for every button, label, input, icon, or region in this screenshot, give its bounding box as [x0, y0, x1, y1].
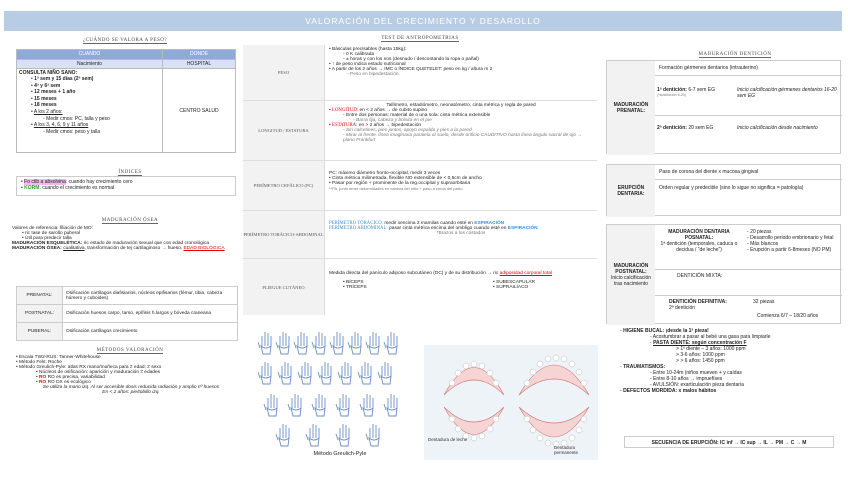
- metodos-heading: MÉTODOS VALORACIÓN: [96, 348, 164, 353]
- madur-list: - 20 piezas - Desarrollo periodo embrionario y fetal - Más blancos - Erupción a partir 6-8meses (NO PM): [747, 229, 834, 253]
- postnatal-box: [606, 224, 841, 324]
- osea-block: Valores de referencia: filiación de MO: • ric tase de sarollo puberal • Útil para predecir talla MADURACIÓN ESQUELÉTICA: ric estado de maduración sexual que con edad cronológica MADURACIÓN ÓSEA: cualitativa, transformación de tej cartilaginoso → hueso. EDAD BIOLÓGICA: [12, 226, 225, 251]
- sano-title: CONSULTA NIÑO SANO:: [19, 70, 78, 76]
- sano-cell: [17, 69, 163, 153]
- antropo-grid: [243, 45, 597, 315]
- erupcion-1: Paso de corona del diente x mucosa gingival: [659, 169, 759, 175]
- indices-box: • Fo ctib a absolvina: cuando hay crecimiento cero • KORM: cuando el crecimiento es normal: [16, 176, 236, 196]
- cuando-heading: ¿CUÁNDO SE VALORA A PESO?: [82, 38, 168, 43]
- hand-icon-grid: [258, 328, 406, 448]
- postnatal-label: MADURACIÓN POSTNATAL: Inicio calcificación tras nacimiento: [607, 225, 655, 325]
- sano-item: • 12 meses + 1 año: [31, 89, 76, 96]
- teeth-image: [424, 345, 598, 460]
- row1-when: Nacimiento: [17, 60, 163, 69]
- def-label: DENTICIÓN DEFINITIVA: 2ª dentición: [669, 299, 727, 311]
- teeth-label-perm: Dentadura permanente: [554, 445, 579, 455]
- teeth-label-leche: Dentadura de leche: [428, 437, 468, 442]
- denticion-heading: MADURACIÓN DENTICIÓN: [698, 52, 772, 57]
- page-title: VALORACIÓN DEL CRECIMIENTO Y DESAROLLO: [4, 11, 842, 31]
- sano-item: • 1ª sem y 15 días (2ª sem): [31, 76, 94, 82]
- sano-sub: ◦ Medir cmos: peso y talla: [43, 128, 101, 135]
- sano-item: • 4ª y 6ª sem: [31, 82, 61, 89]
- sano-item: • A los 3, 4, 6, 9 y 11 años: [31, 122, 89, 129]
- def-a: 32 piezas: [753, 299, 775, 305]
- madur-left: MADURACIÓN DENTARIA POSNATAL: 1ª dentición (temporales, caduca o decidua / "de leche"): [660, 229, 738, 253]
- prenatal-box: [606, 60, 841, 154]
- sano-item: • 18 meses: [31, 102, 57, 109]
- col-where: DONDE: [163, 50, 236, 60]
- erupcion-2: Orden regular y predecible (sino lo sigue no significa = patología): [659, 185, 804, 191]
- pt-row: PERÍMETRO TORÁCICO-ABDOMINAL PERÍMETRO TORÁCICO: medir xencima 2 mamilas cuando esté en ESPIRACIÓN PERÍMETRO ABDOMINAL: pasar cinta métrica encima del ombligo cuando esté en ESPIRACIÓN *Brazos a los costados: [243, 211, 597, 259]
- peso-row: PESO • Básculas precisables (hasta 15kg): ◦ 0 K calibrada ◦ ± horas y con los nos (desnudo / descontando la ropa o pañal) • ↑ de peso indica estado nutricional • A partir de los 2 años → IMC o ÍNDICE QUETELET: peso en kg / altura m 2 ◦ Peso en bipedestación: [243, 45, 597, 101]
- erupcion-label: ERUPCIÓN DENTARIA:: [607, 165, 655, 217]
- secuencia-box: SECUENCIA DE ERUPCIÓN: IC inf → IC sup → IL → PM → C → M: [624, 436, 834, 448]
- dent1-desc: Inicio calcificación gérmenes dentarios 16-20 sem EG: [737, 87, 837, 99]
- longitud-row: LONGITUD / ESTATURA Tallímetro, estadiómetro, neonatómetro, cinta métrica y regla de pared • LONGITUD: en < 2 años → de cubito supino ◦ Entre dos personas: material de o una sola: cinta métrica extensible ◦ Barra fija, cabeza y bolsita en el pie • ESTATURA: en > 2 años → bipedestación ◦ Sin calcetines, pies juntos, apoyo espalda y pies a la pared ◦ Mirar al frente. línea imaginaria paralela al suelo, desde orificio CAUDITIVO hasta línea ángulo sacral de ojo → plano Frankfurt: [243, 101, 597, 161]
- dent2-desc: Inicio calcificación desde nacimiento: [737, 125, 818, 131]
- centro-salud: CENTRO SALUD: [163, 69, 236, 153]
- dent1: 1ª dentición: 6-7 sem EG (*sustitución 6-20): [657, 87, 715, 97]
- osea-heading: MADURACIÓN ÓSEA: [101, 218, 159, 223]
- row1-where: HOSPITAL: [163, 60, 236, 69]
- higiene-block: - HIGIENE BUCAL: ¡desde la 1ª pieza! - Acostumbrar a pasar al bebé una gasa para limpiarle - PASTA DIENTE: según concentración F > 1º diente – 3 años: 1000 ppm > 3-6 años: 1000 ppm > > 6 años: 1450 ppm - TRAUMATISMOS: - Entre 10-24m (niños mueven + y caídas - Entre 8-10 años → impruefíses - AVULSIÓN: exarticulación pieza dentaria - DEFECTOS MORDIDA: x malos hábitos: [620, 328, 771, 394]
- cuando-table: [16, 49, 236, 153]
- pc-row: PERÍMETRO CEFÁLICO (PC) PC: máximo diámetro fronto-occipital, medir 3 veces • Cinta métrica milimetrada, flexible NO extensible de < 0,5cm de ancho • Pasar por región + prominente de la reg.occipital y supraorbitaria **PA. junto tener deformidades en cabeza del niño + paso a cerca del parto: [243, 161, 597, 211]
- sano-sub: ◦ Medir cmos: PC, talla y peso: [43, 115, 110, 122]
- mixta: DENTICIÓN MIXTA:: [677, 273, 723, 279]
- osea-table: PRENATAL: Osificación cartílagos diafisiarios, núcleos epifisarios (fémur, tibia, cabeza húmero y cuboides) POSTNATAL: Osificación huesos carpo, tarso, epífisis h.largos y bóveda craneana PUBERAL: Osificación cartílagos crecimiento: [16, 286, 238, 341]
- greulich-caption: Método Greulich-Pyle: [313, 451, 367, 457]
- antropo-heading: TEST DE ANTROPOMETRIAS: [381, 36, 459, 41]
- indices-heading: ÍNDICES: [118, 170, 142, 175]
- col-when: CUANDO: [17, 50, 163, 60]
- xray-hands-image: [258, 328, 406, 448]
- prenatal-label: MADURACIÓN PRENATAL:: [607, 61, 655, 155]
- erupcion-box: [606, 164, 841, 216]
- dent2: 2ª dentición: 20 sem EG: [657, 125, 714, 131]
- sano-item: • 15 meses: [31, 95, 57, 102]
- metodos-block: • Escala TW2-RUS: Tanner-Whitehouse • Método Fels: Roche • Método Greulich-Pyle: atlas RX mano/muñeca para ≠ edad; ≠ sexo • Núcleos de osificación: aparición y maduración ≠ edades • RO RO es precisa, variabilidad • RO RO DX es ecológico Se utiliza la mano izq. Al ser accesible dosis reducida radiación y amplio nº huesos En < 2 años: pie/tobillo izq.: [16, 355, 220, 395]
- prenatal-top: Formación gérmenes dentarios (intrauterino): [659, 65, 758, 71]
- pliegue-row: PLIEGUE CUTÁNEO Medida directa del panículo adiposo subcutáneo (DC) y de su distribución → ric adiposidad corporal total • BÍCEPS • TRÍCEPS • SUBESCAPULAR • SUPRAILÍACO: [243, 259, 597, 315]
- sano-item: • A los 2 años:: [31, 108, 63, 115]
- def-b: Comienza 6/7 – 18/20 años: [757, 313, 819, 319]
- tooth-icon-arches: [424, 345, 598, 460]
